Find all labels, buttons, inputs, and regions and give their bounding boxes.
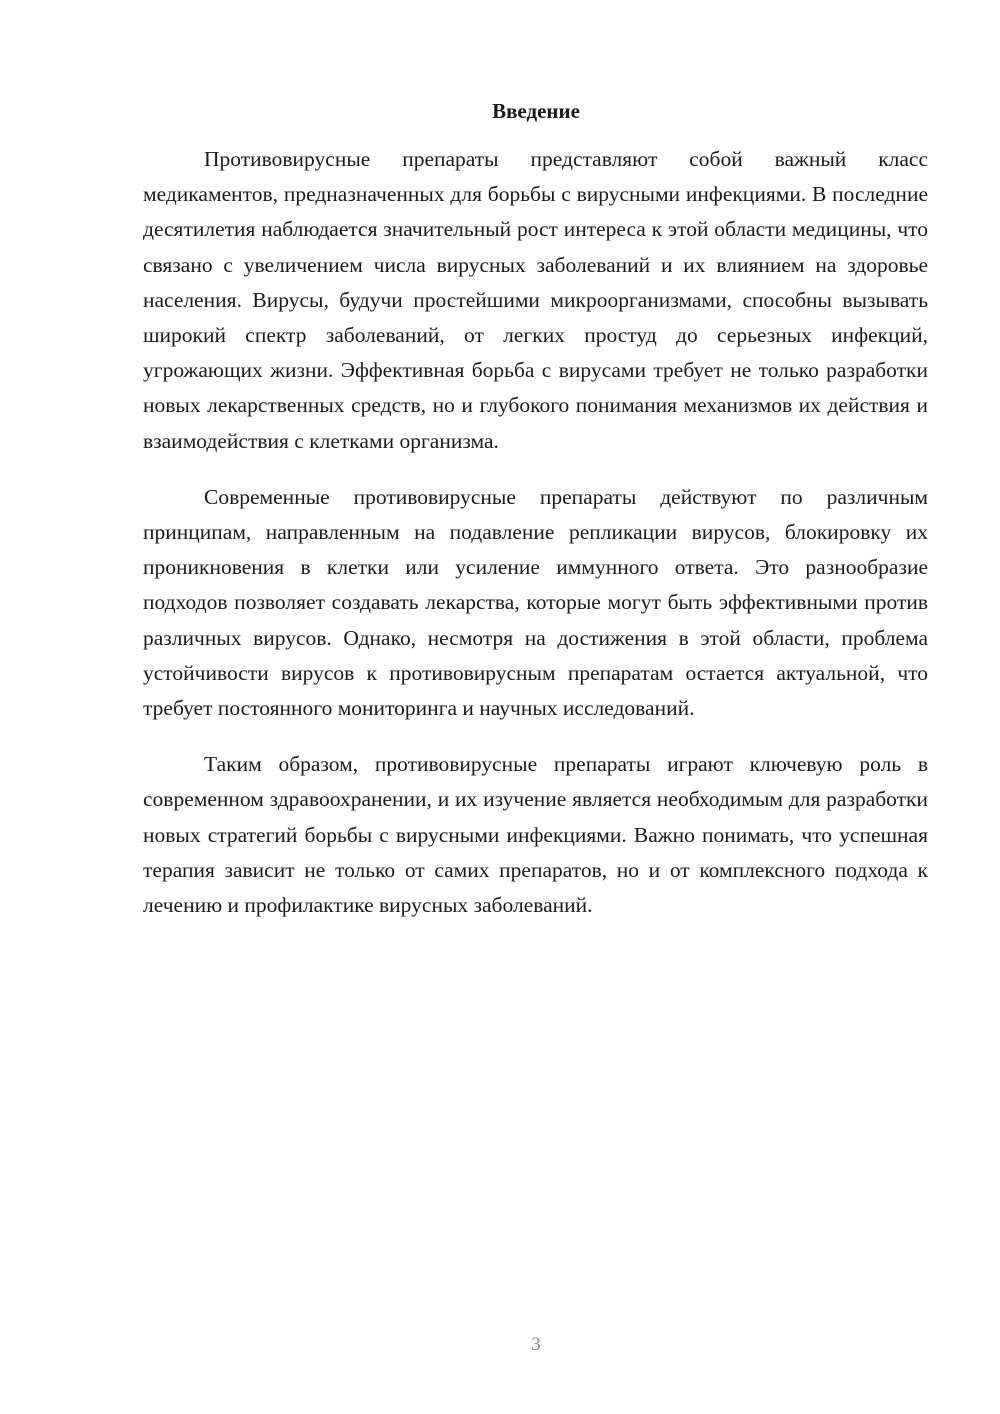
body-text [143,142,928,944]
page-number: 3 [531,1334,541,1355]
section-heading: Введение [492,99,580,123]
paragraph-1: Противовирусные препараты представляют собой важный класс медикаментов, предназначенных для борьбы с вирусными инфекциями. В последние десятилетия наблюдается значительный рост интереса к этой области медицины, что связано с увеличением числа вирусных заболеваний и их влиянием на здоровье населения. Вирусы, будучи простейшими микроорганизмами, способны вызывать широкий спектр заболеваний, от легких простуд до серьезных инфекций, угрожающих жизни. Эффективная борьба с вирусами требует не только разработки новых лекарственных средств, но и глубокого понимания механизмов их действия и взаимодействия с клетками организма. [143,147,928,453]
paragraph-3: Таким образом, противовирусные препараты играют ключевую роль в современном здравоохранении, и их изучение является необходимым для разработки новых стратегий борьбы с вирусными инфекциями. Важно понимать, что успешная терапия зависит не только от самих препаратов, но и от комплексного подхода к лечению и профилактике вирусных заболеваний. [143,752,928,918]
paragraph-2: Современные противовирусные препараты действуют по различным принципам, направленным на подавление репликации вирусов, блокировку их проникновения в клетки или усиление иммунного ответа. Это разнообразие подходов позволяет создавать лекарства, которые могут быть эффективными против различных вирусов. Однако, несмотря на достижения в этой области, проблема устойчивости вирусов к противовирусным препаратам остается актуальной, что требует постоянного мониторинга и научных исследований. [143,484,928,721]
